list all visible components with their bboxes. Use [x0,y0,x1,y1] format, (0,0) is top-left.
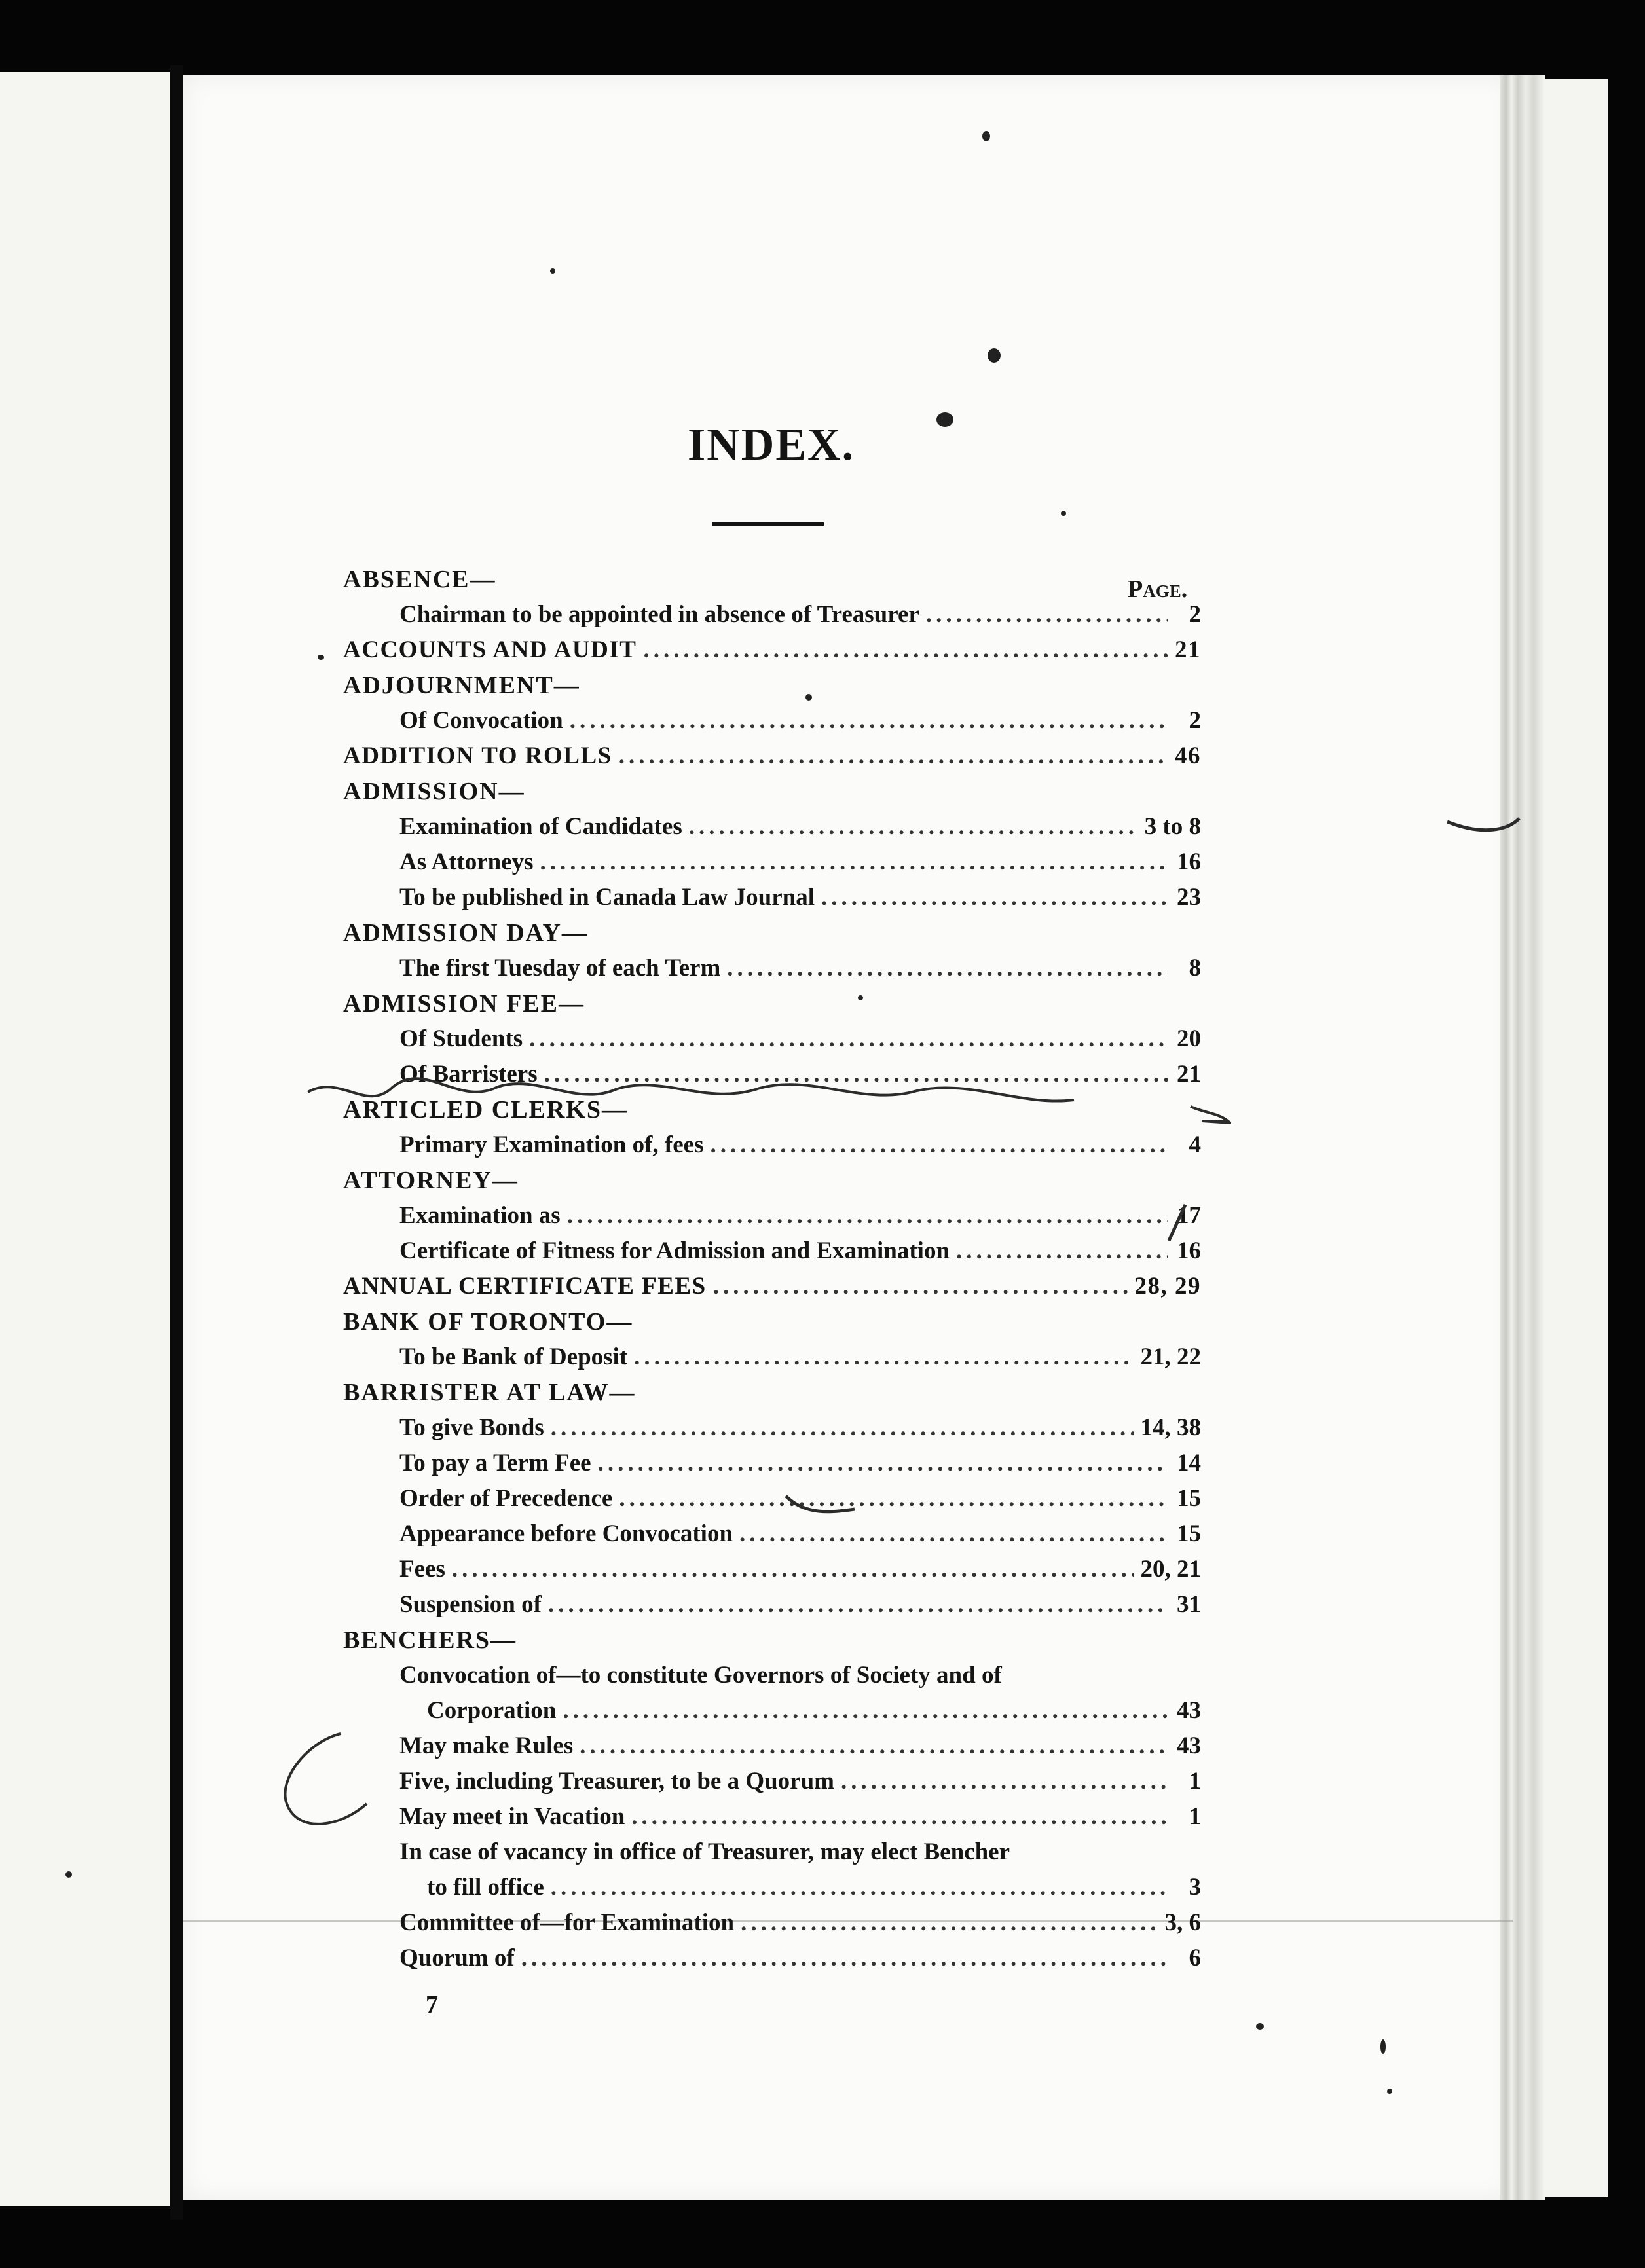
dot-leader [689,809,1138,845]
entry-page-number: 15 [1177,1485,1201,1512]
dot-leader [563,1693,1168,1728]
dot-leader [570,703,1168,739]
ink-speck [1380,2039,1386,2054]
entry-page-number: 3 to 8 [1144,813,1201,840]
index-entry [343,1410,1201,1446]
entry-page-number: 31 [1177,1591,1201,1618]
dot-leader [540,845,1168,880]
dot-leader [619,1481,1168,1516]
dot-leader [739,1516,1168,1552]
index-heading: BENCHERS— [343,1626,517,1654]
dot-leader [643,632,1168,668]
entry-text: ACCOUNTS AND AUDIT [343,636,637,663]
dot-leader [452,1552,1134,1587]
dot-leader [741,1905,1158,1941]
ink-speck [982,131,990,141]
dot-leader [619,739,1168,774]
dot-leader [551,1410,1134,1446]
entry-page-number: 1 [1189,1768,1201,1795]
index-heading: BARRISTER AT LAW— [343,1379,636,1406]
ink-speck [1387,2089,1392,2094]
right-page-edge [1545,79,1608,2197]
entry-text: Examination as [399,1202,561,1229]
entry-text: As Attorneys [399,849,534,875]
entry-page-number: 16 [1177,849,1201,875]
entry-page-number: 2 [1189,601,1201,628]
entry-page-number: 8 [1189,955,1201,981]
entry-text: Chairman to be appointed in absence of Treasurer [399,601,919,628]
index-entry [343,809,1201,845]
dot-leader [713,1269,1128,1304]
entry-text: Appearance before Convocation [399,1520,733,1547]
dot-leader [710,1127,1168,1163]
entry-page-number: 21, 22 [1140,1344,1201,1370]
index-entry [343,703,1201,739]
entry-text: Corporation [427,1697,557,1724]
ink-speck [550,268,555,274]
index-heading: BANK OF TORONTO— [343,1308,633,1336]
entry-page-number: 14, 38 [1140,1414,1201,1441]
entry-text: To give Bonds [399,1414,544,1441]
dot-leader [529,1021,1168,1057]
entry-text: Certificate of Fitness for Admission and Examination [399,1237,950,1264]
entry-text: Fees [399,1556,445,1582]
index-entry [343,597,1201,632]
entry-text: May meet in Vacation [399,1803,625,1830]
index-entry-line: In case of vacancy in office of Treasurer, may elect Bencher [399,1838,1010,1865]
entry-page-number: 16 [1177,1237,1201,1264]
index-entry [343,1198,1201,1234]
ink-speck [988,348,1001,363]
ink-speck [1256,2023,1264,2030]
index-entry [343,1481,1201,1516]
index-heading: ADJOURNMENT— [343,672,580,699]
entry-text: Five, including Treasurer, to be a Quorum [399,1768,834,1795]
entry-text: ADDITION TO ROLLS [343,742,612,769]
left-facing-page-edge [0,72,170,2206]
index-entry [343,1127,1201,1163]
entry-page-number: 43 [1177,1697,1201,1724]
page-title: INDEX. [688,420,855,470]
page-column-label: Page. [1128,576,1188,603]
entry-text: To be published in Canada Law Journal [399,884,815,911]
title-rule [712,522,824,526]
entry-page-number: 6 [1189,1945,1201,1971]
index-heading: ADMISSION FEE— [343,990,585,1017]
entry-page-number: 21 [1177,1061,1201,1088]
entry-page-number: 43 [1177,1732,1201,1759]
entry-text: To pay a Term Fee [399,1450,591,1476]
entry-page-number: 15 [1177,1520,1201,1547]
index-entry [343,1340,1201,1375]
dot-leader [634,1340,1134,1375]
ink-speck [318,655,324,660]
dot-leader [841,1764,1168,1799]
index-entry [343,1516,1201,1552]
entry-text: Of Convocation [399,707,563,734]
entry-text: Suspension of [399,1591,542,1618]
book-gutter [170,65,183,2220]
index-entry [343,632,1201,668]
entry-text: ANNUAL CERTIFICATE FEES [343,1273,707,1300]
index-entry [343,1057,1201,1092]
index-entry [343,1269,1201,1304]
dot-leader [551,1870,1168,1905]
index-entry [343,951,1201,986]
ink-speck [65,1871,72,1878]
dot-leader [821,880,1168,915]
index-entry-line: Convocation of—to constitute Governors of Society and of [399,1662,1002,1689]
entry-text: Of Students [399,1025,523,1052]
entry-page-number: 14 [1177,1450,1201,1476]
index-entry [343,1693,1201,1728]
ink-speck [936,412,953,427]
entry-text: Quorum of [399,1945,515,1971]
index-heading: ADMISSION DAY— [343,919,588,947]
ink-speck [1061,511,1066,516]
entry-page-number: 21 [1175,636,1201,663]
entry-text: Primary Examination of, fees [399,1131,704,1158]
index-entry [343,845,1201,880]
entry-text: Of Barristers [399,1061,538,1088]
entry-text: Committee of—for Examination [399,1909,735,1936]
index-entry [343,1446,1201,1481]
index-entry [343,1552,1201,1587]
dot-leader [544,1057,1168,1092]
page-stack-edge [1500,75,1545,2200]
index-entry [343,1728,1201,1764]
entry-page-number: 28, 29 [1134,1273,1201,1300]
index-heading: ATTORNEY— [343,1167,519,1194]
entry-page-number: 3 [1189,1874,1201,1901]
index-entry [343,1234,1201,1269]
index-entry [343,1764,1201,1799]
index-heading: ABSENCE— [343,566,496,593]
entry-page-number: 2 [1189,707,1201,734]
index-entry [343,1870,1201,1905]
index-heading: ADMISSION— [343,778,525,805]
index-entry [343,880,1201,915]
index-entries [343,562,1201,1976]
entry-text: May make Rules [399,1732,574,1759]
index-heading: ARTICLED CLERKS— [343,1096,629,1124]
entry-page-number: 20 [1177,1025,1201,1052]
entry-text: Examination of Candidates [399,813,682,840]
index-entry [343,1021,1201,1057]
dot-leader [727,951,1168,986]
dot-leader [631,1799,1168,1835]
dot-leader [926,597,1168,632]
entry-text: Order of Precedence [399,1485,613,1512]
entry-page-number: 4 [1189,1131,1201,1158]
dot-leader [521,1941,1168,1976]
dot-leader [567,1198,1168,1234]
index-entry [343,739,1201,774]
index-entry [343,1799,1201,1835]
dot-leader [548,1587,1168,1622]
dot-leader [598,1446,1168,1481]
entry-text: to fill office [427,1874,544,1901]
dot-leader [956,1234,1168,1269]
entry-text: To be Bank of Deposit [399,1344,628,1370]
dot-leader [580,1728,1168,1764]
entry-page-number: 3, 6 [1164,1909,1201,1936]
entry-page-number: 23 [1177,884,1201,911]
index-entry [343,1941,1201,1976]
index-entry [343,1905,1201,1941]
index-entry [343,1587,1201,1622]
entry-page-number: 1 [1189,1803,1201,1830]
entry-page-number: 17 [1177,1202,1201,1229]
signature-mark: 7 [426,1991,438,2019]
entry-text: The first Tuesday of each Term [399,955,721,981]
entry-page-number: 20, 21 [1140,1556,1201,1582]
entry-page-number: 46 [1175,742,1201,769]
